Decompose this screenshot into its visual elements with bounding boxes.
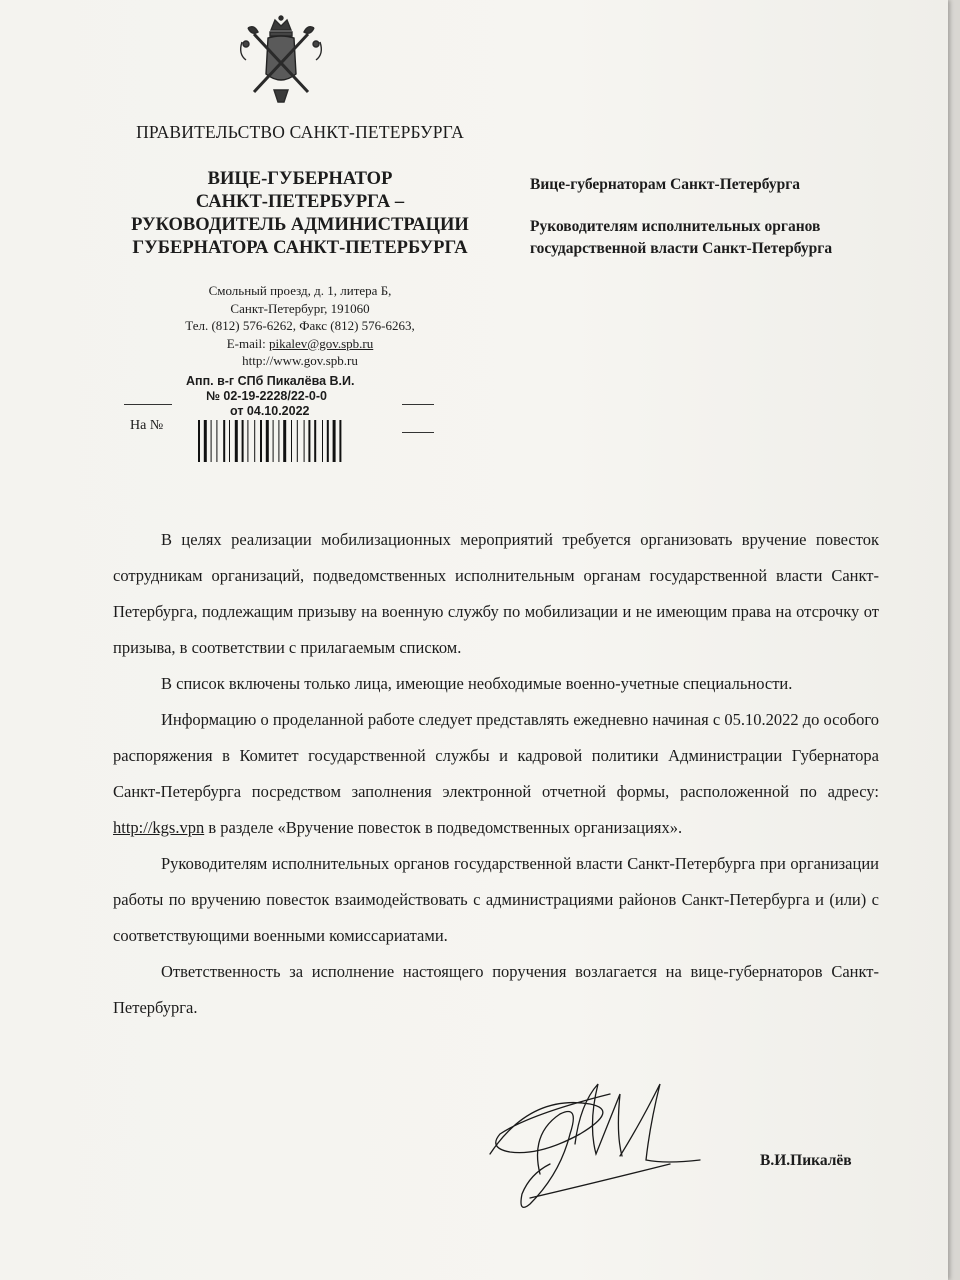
address-line: Смольный проезд, д. 1, литера Б, xyxy=(208,283,392,298)
paragraph: Руководителям исполнительных органов государственной власти Санкт-Петербурга при организации работы по вручению повесток взаимодействовать с администрациями районов Санкт-Петербурга и (или) с соответствующими военными комиссариатами. xyxy=(113,854,879,945)
website-link[interactable]: http://www.gov.spb.ru xyxy=(242,353,358,368)
paragraph-text: Информацию о проделанной работе следует представлять ежедневно начиная с 05.10.2022 до особого распоряжения в Комитет государственной службы и кадровой политики Администрации Губернатора Санкт-Петербурга посредством заполнения электронной отчетной формы, расположенной по адресу: xyxy=(113,710,879,801)
reply-date-line xyxy=(402,432,434,433)
paragraph: Ответственность за исполнение настоящего поручения возлагается на вице-губернаторов Санкт-Петербурга. xyxy=(113,962,879,1017)
letter-body xyxy=(113,522,879,1026)
email-line xyxy=(110,335,490,353)
email-link[interactable]: pikalev@gov.spb.ru xyxy=(268,335,374,351)
addressee-heads: Руководителям исполнительных органов государственной власти Санкт-Петербурга xyxy=(530,218,833,257)
registration-number: № 02-19-2228/22-0-0 xyxy=(206,389,327,403)
coat-of-arms-icon xyxy=(234,14,328,104)
reply-to-label: На № xyxy=(130,418,164,433)
addressee-block xyxy=(530,174,890,260)
ref-number-line xyxy=(124,404,172,405)
government-name: ПРАВИТЕЛЬСТВО САНКТ-ПЕТЕРБУРГА xyxy=(136,122,464,142)
title-line: САНКТ-ПЕТЕРБУРГА – xyxy=(195,192,405,212)
barcode xyxy=(196,420,376,462)
paragraph xyxy=(113,702,879,846)
official-title xyxy=(100,168,500,260)
registration-date: от 04.10.2022 xyxy=(230,404,310,418)
addressee-vice-governors: Вице-губернаторам Санкт-Петербурга xyxy=(530,176,801,193)
signer-name: В.И.Пикалёв xyxy=(760,1152,852,1169)
paragraph-text: в разделе «Вручение повесток в подведомственных организациях». xyxy=(204,818,683,837)
title-line: ГУБЕРНАТОРА САНКТ-ПЕТЕРБУРГА xyxy=(132,238,468,258)
registration-office: Апп. в-г СПб Пикалёва В.И. xyxy=(186,374,355,388)
paragraph: В целях реализации мобилизационных мероприятий требуется организовать вручение повесток сотрудникам организаций, подведомственных исполнительным органам государственной власти Санкт-Петербурга, подлежащим призыву на военную службу по мобилизации и не имеющим права на отсрочку от призыва, в соответствии с прилагаемым списком. xyxy=(113,530,879,657)
email-label: E-mail: xyxy=(226,335,269,351)
contact-block xyxy=(110,282,490,370)
paragraph: В список включены только лица, имеющие необходимые военно-учетные специальности. xyxy=(161,674,793,693)
title-line: ВИЦЕ-ГУБЕРНАТОР xyxy=(207,169,393,189)
registration-stamp xyxy=(186,374,386,419)
phone-line: Тел. (812) 576-6262, Факс (812) 576-6263, xyxy=(185,318,415,333)
kgs-link[interactable]: http://kgs.vpn xyxy=(113,818,205,837)
handwritten-signature xyxy=(470,1064,720,1224)
address-line: Санкт-Петербург, 191060 xyxy=(230,300,370,316)
title-line: РУКОВОДИТЕЛЬ АДМИНИСТРАЦИИ xyxy=(131,215,469,235)
ref-date-line xyxy=(402,404,434,405)
